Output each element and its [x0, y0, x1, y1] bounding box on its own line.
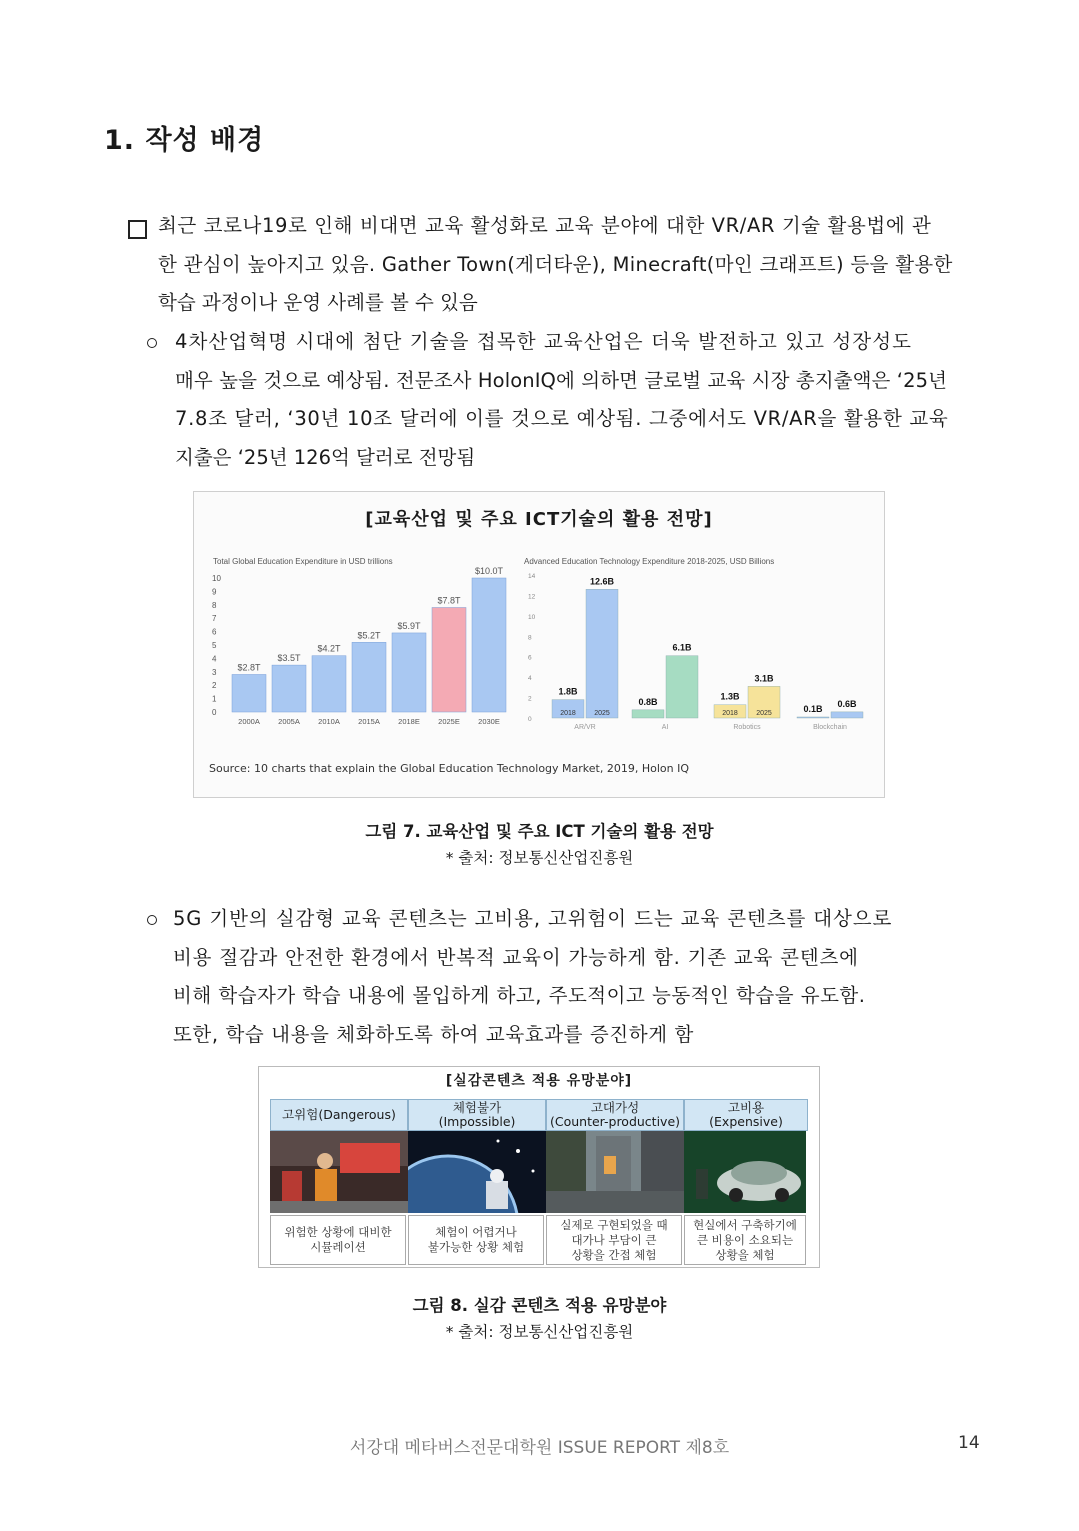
- circle-bullet-icon: [147, 915, 157, 925]
- sub2-line: 5G 기반의 실감형 교육 콘텐츠는 고비용, 고위험이 드는 교육 콘텐츠를 대상으로: [173, 907, 893, 930]
- category-impossible-desc: [408, 1215, 544, 1265]
- chart1-x-label: 2000A: [238, 717, 260, 726]
- chart2-data-label: 0.6B: [837, 698, 857, 709]
- chart1-y-tick: 2: [212, 681, 217, 691]
- chart2-data-label: 1.8B: [558, 686, 578, 697]
- bullet1-line: 최근 코로나19로 인해 비대면 교육 활성화로 교육 분야에 대한 VR/AR 기술 활용법에 관: [158, 214, 932, 237]
- category-subtitle: (Impossible): [438, 1114, 516, 1129]
- desc-line: 위험한 상황에 대비한: [284, 1225, 392, 1239]
- firefighter-vr-photo: [270, 1131, 408, 1213]
- chart2-bar-year-label: 2018: [722, 710, 738, 717]
- sub1-line: 매우 높을 것으로 예상됨. 전문조사 HolonIQ에 의하면 글로벌 교육 시장 총지출액은 ‘25년: [175, 368, 948, 392]
- chart1-data-label: $3.5T: [277, 653, 301, 664]
- category-counterproductive-header: [546, 1099, 684, 1131]
- bullet1-paragraph: [158, 207, 953, 323]
- sub1-paragraph: [175, 323, 948, 477]
- chart1-x-label: 2010A: [318, 717, 340, 726]
- chart2-data-label: 0.8B: [638, 696, 658, 707]
- chart1-bar: [432, 607, 466, 712]
- chart1-bar: [472, 578, 506, 712]
- chart1-bar: [392, 633, 426, 712]
- desc-line: 대가나 부담이 큰: [571, 1232, 657, 1247]
- chart2-data-label: 3.1B: [754, 673, 774, 684]
- figure8-caption: 그림 8. 실감 콘텐츠 적용 유망분야: [412, 1296, 667, 1315]
- chart2-bar: [797, 717, 829, 718]
- checkbox-bullet-icon: [128, 220, 147, 239]
- chart2-y-tick: 8: [528, 634, 532, 642]
- category-title: 고비용: [727, 1100, 765, 1115]
- desc-line: 현실에서 구축하기에: [693, 1217, 797, 1232]
- chart2-y-tick: 12: [528, 593, 536, 601]
- chart1-y-tick: 1: [212, 694, 217, 704]
- chart1-y-tick: 4: [212, 654, 217, 664]
- chart1-x-label: 2025E: [438, 717, 460, 726]
- chart1-y-tick: 5: [212, 641, 217, 650]
- figure8-table: [258, 1066, 820, 1268]
- category-counterproductive-desc: [546, 1215, 682, 1265]
- category-expensive-header: [684, 1099, 808, 1131]
- chart2-group-label: AI: [661, 724, 669, 731]
- chart2-y-tick: 0: [528, 716, 532, 723]
- figure7-caption: 그림 7. 교육산업 및 주요 ICT 기술의 활용 전망: [365, 822, 714, 841]
- desc-line: 상황을 간접 체험: [571, 1247, 657, 1262]
- chart2-group-label: Blockchain: [813, 724, 847, 731]
- category-impossible-header: [408, 1099, 546, 1131]
- page-number: 14: [958, 1433, 980, 1453]
- chart1-data-label: $5.9T: [397, 620, 421, 631]
- chart1-x-label: 2015A: [358, 717, 380, 726]
- bullet1-line: 학습 과정이나 운영 사례를 볼 수 있음: [158, 291, 478, 314]
- sub2-line: 비해 학습자가 학습 내용에 몰입하게 하고, 주도적이고 능동적인 학습을 유도함.: [173, 984, 866, 1007]
- chart2-group-label: Robotics: [733, 724, 761, 731]
- figure7-credit: * 출처: 정보통신산업진흥원: [445, 849, 634, 867]
- chart1-y-tick: 10: [212, 574, 221, 583]
- category-title: 체험불가: [452, 1100, 502, 1115]
- chart1-x-label: 2030E: [478, 717, 500, 726]
- chart1-x-label: 2018E: [398, 717, 420, 726]
- chart2-bar: [586, 589, 618, 718]
- sub1-line: 4차산업혁명 시대에 첨단 기술을 접목한 교육산업은 더욱 발전하고 있고 성장성도: [175, 330, 913, 353]
- figure7-header: [교육산업 및 주요 ICT기술의 활용 전망]: [365, 509, 713, 530]
- figure8-header: [실감콘텐츠 적용 유망분야]: [445, 1073, 633, 1089]
- chart1-y-tick: 7: [212, 614, 217, 624]
- chart1-title: Total Global Education Expenditure in USD trillions: [213, 557, 393, 566]
- figure7-chart-box: [193, 491, 885, 798]
- desc-line: 상황을 체험: [715, 1247, 775, 1262]
- chart2-bar-year-label: 2018: [560, 710, 576, 717]
- desc-line: 시뮬레이션: [310, 1240, 366, 1254]
- category-dangerous-header: [270, 1099, 408, 1131]
- bullet1-line: 한 관심이 높아지고 있음. Gather Town(게더타운), Minecraft(마인 크래프트) 등을 활용한: [158, 252, 953, 276]
- sub1-line: 지출은 ‘25년 126억 달러로 전망됨: [175, 445, 476, 469]
- chart2-y-tick: 2: [528, 695, 532, 703]
- chart2-bar: [632, 710, 664, 718]
- desc-line: 체험이 어렵거나: [435, 1225, 517, 1239]
- chart1-data-label: $2.8T: [237, 662, 261, 673]
- category-subtitle: (Expensive): [709, 1114, 783, 1129]
- sub2-paragraph: [173, 900, 892, 1054]
- chart1-data-label: $7.8T: [437, 595, 461, 606]
- chart1-x-label: 2005A: [278, 717, 300, 726]
- chart2-y-tick: 10: [528, 613, 536, 621]
- desc-line: 큰 비용이 소요되는: [696, 1232, 794, 1247]
- category-title: 고위험(Dangerous): [282, 1107, 396, 1122]
- desc-line: 실제로 구현되었을 때: [560, 1217, 668, 1232]
- chart2-group-label: AR/VR: [574, 724, 596, 731]
- chart2-title: Advanced Education Technology Expenditure 2018-2025, USD Billions: [524, 557, 775, 566]
- category-title: 고대가성: [590, 1100, 640, 1115]
- section-title: 1. 작성 배경: [104, 125, 265, 156]
- city-street-photo: [546, 1131, 684, 1213]
- chart2-bar-year-label: 2025: [594, 710, 610, 717]
- chart2-bar-year-label: 2025: [756, 710, 772, 717]
- chart2-y-tick: 4: [528, 675, 532, 683]
- chart1-bar: [312, 656, 346, 712]
- chart2-data-label: 0.1B: [803, 703, 823, 714]
- sub2-line: 또한, 학습 내용을 체화하도록 하여 교육효과를 증진하게 함: [173, 1022, 694, 1046]
- chart2-data-label: 12.6B: [589, 576, 615, 587]
- chart2-bar: [666, 656, 698, 718]
- desc-line: 불가능한 상황 체험: [427, 1240, 525, 1254]
- space-vr-photo: [408, 1131, 546, 1213]
- sub2-line: 비용 절감과 안전한 환경에서 반복적 교육이 가능하게 함. 기존 교육 콘텐츠에: [173, 945, 859, 969]
- car-vr-photo: [684, 1131, 806, 1213]
- chart2-y-tick: 6: [528, 654, 532, 662]
- category-subtitle: (Counter-productive): [549, 1114, 681, 1129]
- chart2-data-label: 1.3B: [720, 691, 740, 702]
- chart1-bar: [272, 665, 306, 712]
- figure8-credit: * 출처: 정보통신산업진흥원: [445, 1323, 634, 1341]
- sub1-line: 7.8조 달러, ‘30년 10조 달러에 이를 것으로 예상됨. 그중에서도 VR/AR을 활용한 교육: [175, 407, 949, 430]
- chart1-y-tick: 0: [212, 708, 217, 717]
- charts-svg: [194, 492, 884, 797]
- chart1-data-label: $4.2T: [317, 643, 341, 654]
- chart1-data-label: $5.2T: [357, 630, 381, 641]
- figure7-source-note: Source: 10 charts that explain the Global Education Technology Market, 2019, Holon IQ: [209, 762, 689, 775]
- chart2-data-label: 6.1B: [672, 642, 692, 653]
- chart2-y-tick: 14: [528, 573, 536, 580]
- category-dangerous-desc: [270, 1215, 406, 1265]
- chart1-y-tick: 8: [212, 600, 217, 610]
- chart1-data-label: $10.0T: [474, 566, 504, 576]
- chart1-y-tick: 6: [212, 627, 217, 637]
- chart1-bar: [352, 642, 386, 712]
- chart1-y-tick: 3: [212, 667, 217, 677]
- chart2-bar: [831, 712, 863, 718]
- chart1-y-tick: 9: [212, 587, 217, 597]
- circle-bullet-icon: [147, 338, 157, 348]
- category-expensive-desc: [684, 1215, 806, 1265]
- chart1-bar: [232, 674, 266, 712]
- page-footer: 서강대 메타버스전문대학원 ISSUE REPORT 제8호: [349, 1438, 730, 1458]
